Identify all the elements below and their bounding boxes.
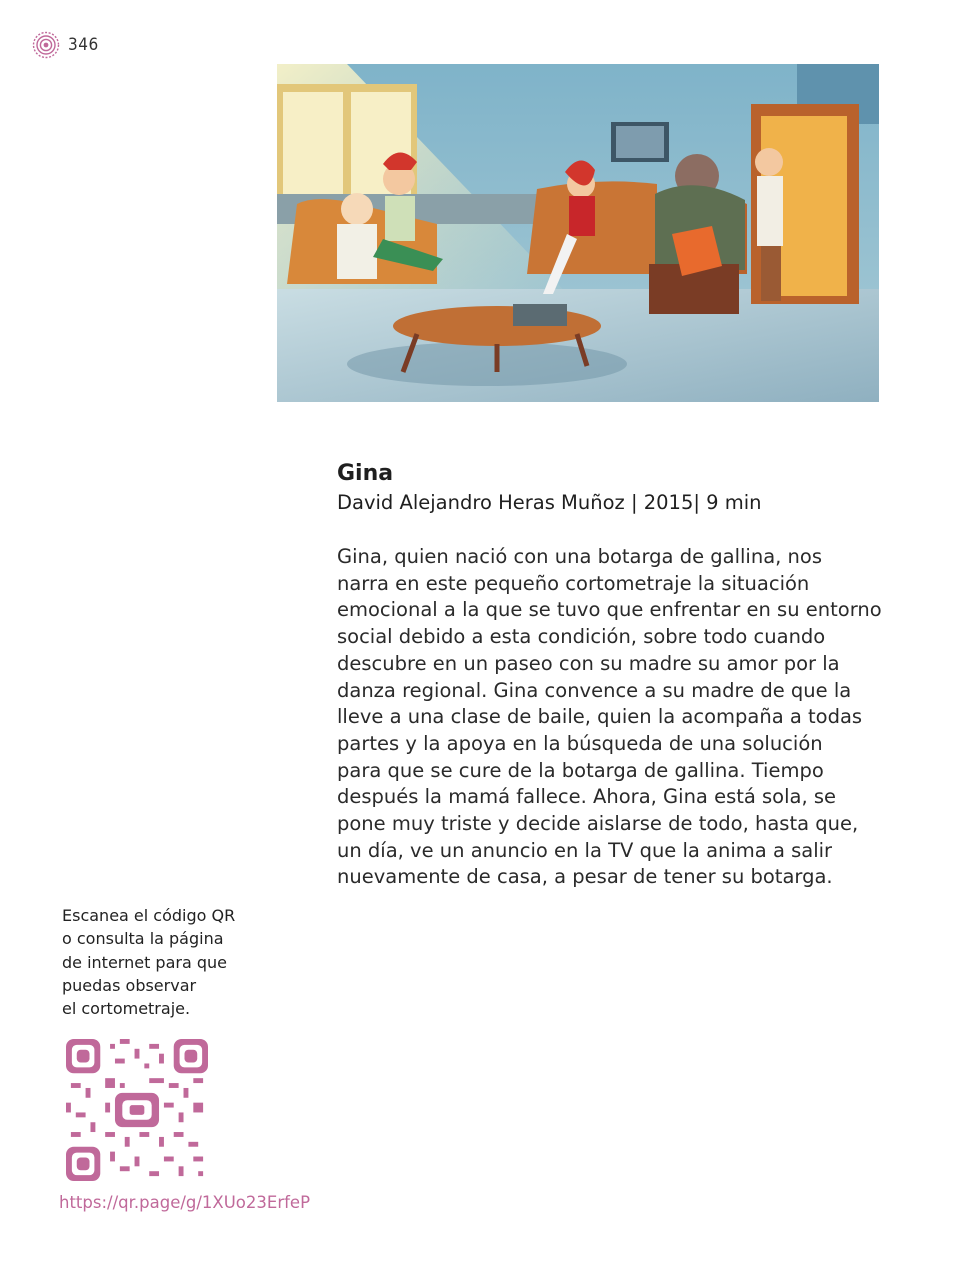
- film-title: Gina: [337, 461, 394, 486]
- concentric-target-icon: [32, 31, 60, 59]
- qr-code-icon[interactable]: [66, 1039, 208, 1181]
- film-still-illustration: [277, 64, 879, 402]
- film-synopsis: Gina, quien nació con una botarga de gallina, nos narra en este pequeño cortometraje la situación emocional a la que se tuvo que enfrentar en su entorno social debido a esta condición, sobre todo cuando descubre en un paseo con su madre su amor por la danza regional. Gina convence a su madre de que la lleve a una clase de baile, quien la acompaña a todas partes y la apoya en la búsqueda de una solución para que se cure de la botarga de gallina. Tiempo después la mamá fallece. Ahora, Gina está sola, se pone muy triste y decide aislarse de todo, hasta que, un día, ve un anuncio en la TV que la anima a salir nuevamente de casa, a pesar de tener su botarga.: [337, 545, 882, 889]
- page-number-text: 346: [68, 35, 99, 55]
- film-credits: David Alejandro Heras Muñoz | 2015| 9 min: [337, 491, 762, 514]
- qr-page-link[interactable]: https://qr.page/g/1XUo23ErfeP: [59, 1193, 311, 1212]
- film-entry: [337, 459, 897, 891]
- qr-instructions: Escanea el código QR o consulta la página de internet para que puedas observar el cortometraje.: [62, 906, 236, 1019]
- page-number: [32, 31, 99, 59]
